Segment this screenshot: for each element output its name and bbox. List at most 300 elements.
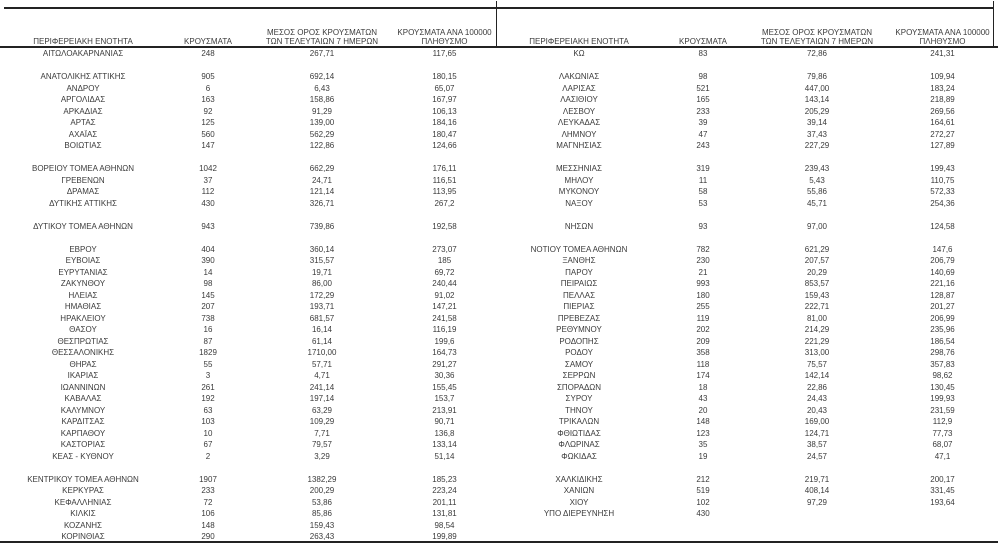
per100k-cell: 77,73 (932, 428, 953, 438)
cases-cell: 16 (203, 325, 213, 334)
avg7-cell: 158,86 (309, 95, 335, 104)
region-cell: ΝΟΤΙΟΥ ΤΟΜΕΑ ΑΘΗΝΩΝ (530, 244, 628, 254)
cases-cell: 290 (201, 532, 215, 541)
table-row (2, 370, 497, 382)
avg7-cell: 221,29 (804, 336, 830, 346)
avg7-cell: 53,86 (311, 497, 333, 507)
region-cell: ΝΑΞΟΥ (565, 198, 593, 208)
table-row (2, 405, 497, 417)
region-cell: ΚΑΡΔΙΤΣΑΣ (61, 417, 105, 426)
per100k-cell: 128,87 (930, 290, 955, 300)
region-cell (2, 462, 164, 474)
cases-cell: 112 (201, 187, 215, 196)
per100k-cell: 127,89 (930, 141, 955, 150)
cases-cell: 430 (201, 198, 215, 208)
avg7-cell: 124,71 (804, 428, 830, 438)
cases-cell: 43 (698, 394, 708, 403)
avg7-cell (252, 209, 392, 221)
avg7-cell: 55,86 (806, 187, 828, 196)
table-row (499, 313, 998, 325)
col-header-region (499, 7, 659, 48)
table-row (2, 163, 497, 175)
cases-cell: 58 (698, 187, 708, 196)
avg7-cell: 79,86 (806, 72, 828, 81)
avg7-cell: 1382,29 (307, 474, 337, 484)
cases-cell: 560 (201, 129, 215, 139)
table-row (2, 83, 497, 95)
table-row (499, 508, 998, 520)
cases-cell: 255 (696, 302, 710, 311)
per100k-cell: 241,58 (432, 313, 457, 323)
cases-cell: 993 (696, 279, 710, 288)
region-cell: ΧΑΛΚΙΔΙΚΗΣ (555, 474, 603, 484)
cases-cell: 63 (203, 405, 213, 415)
per100k-cell (887, 520, 998, 532)
region-cell: ΘΑΣΟΥ (69, 325, 97, 334)
region-cell: ΕΥΒΟΙΑΣ (65, 256, 101, 265)
region-cell: ΑΙΤΩΛΟΑΚΑΡΝΑΝΙΑΣ (42, 49, 124, 58)
cases-cell: 519 (696, 486, 710, 495)
avg7-cell: 72,86 (806, 49, 828, 58)
cases-cell: 248 (201, 49, 215, 58)
per100k-cell: 133,14 (432, 440, 457, 449)
avg7-cell: 97,29 (806, 497, 828, 507)
cases-cell: 14 (203, 267, 213, 277)
col-header-per100k (887, 7, 998, 48)
region-cell: ΚΙΛΚΙΣ (70, 509, 96, 518)
table-row (499, 393, 998, 405)
cases-cell: 192 (201, 394, 215, 403)
cases-cell: 19 (698, 451, 708, 461)
avg7-cell: 75,57 (806, 359, 828, 369)
per100k-cell: 185,23 (432, 474, 457, 484)
avg7-cell: 193,71 (309, 302, 335, 311)
per100k-cell: 180,47 (432, 129, 457, 139)
per100k-cell (887, 462, 998, 474)
cases-cell (659, 462, 747, 474)
region-cell: ΛΑΣΙΘΙΟΥ (560, 95, 598, 104)
per100k-cell: 231,59 (930, 405, 955, 415)
cases-cell: 67 (203, 440, 213, 449)
avg7-cell: 219,71 (804, 474, 830, 484)
per100k-cell: 183,24 (930, 83, 955, 93)
avg7-cell: 63,29 (311, 405, 333, 415)
avg7-cell: 159,43 (804, 290, 830, 300)
per100k-cell (392, 152, 497, 164)
avg7-cell: 16,14 (311, 325, 333, 334)
table-row (499, 324, 998, 336)
region-cell: ΔΥΤΙΚΗΣ ΑΤΤΙΚΗΣ (49, 198, 117, 208)
region-cell (2, 152, 164, 164)
table-row (2, 140, 497, 152)
cases-cell: 233 (201, 486, 215, 495)
avg7-cell: 169,00 (804, 417, 830, 426)
avg7-cell: 38,57 (806, 440, 828, 449)
avg7-cell: 61,14 (311, 336, 333, 346)
cases-cell: 2 (205, 451, 211, 461)
cases-cell: 98 (698, 72, 708, 81)
avg7-cell: 20,43 (806, 405, 828, 415)
per100k-cell: 98,54 (434, 520, 455, 530)
table-row (499, 83, 998, 95)
avg7-cell: 81,00 (806, 313, 828, 323)
table-row (2, 359, 497, 371)
cases-cell: 55 (203, 359, 213, 369)
table-row (499, 106, 998, 118)
per100k-cell: 51,14 (434, 451, 455, 461)
table-row (499, 405, 998, 417)
table-row (499, 428, 998, 440)
region-cell: ΚΑΛΥΜΝΟΥ (60, 405, 106, 415)
avg7-cell: 20,29 (806, 267, 828, 277)
region-cell: ΜΕΣΣΗΝΙΑΣ (556, 164, 602, 173)
region-cell: ΛΑΡΙΣΑΣ (562, 83, 596, 93)
blank-row (499, 152, 998, 164)
per100k-cell: 117,65 (432, 49, 457, 58)
table-row (499, 301, 998, 313)
cases-cell: 209 (696, 336, 710, 346)
avg7-cell: 4,71 (314, 371, 330, 380)
per100k-cell (887, 152, 998, 164)
per100k-cell: 223,24 (432, 486, 457, 495)
region-cell: ΚΕΡΚΥΡΑΣ (62, 486, 104, 495)
table-row (499, 290, 998, 302)
avg7-cell: 79,57 (311, 440, 333, 449)
per100k-cell: 116,51 (432, 175, 457, 185)
blank-row (2, 60, 497, 72)
region-cell: ΦΛΩΡΙΝΑΣ (558, 440, 600, 449)
per100k-cell: 357,83 (930, 359, 955, 369)
avg7-cell (747, 508, 887, 520)
cases-cell (164, 462, 252, 474)
col-header-avg7-label-line1: ΜΕΣΟΣ ΟΡΟΣ ΚΡΟΥΣΜΑΤΩΝ (761, 28, 873, 37)
avg7-cell: 239,43 (804, 164, 830, 173)
table-row (499, 267, 998, 279)
avg7-cell: 205,29 (804, 106, 830, 116)
table-row (2, 129, 497, 141)
region-cell: ΠΑΡΟΥ (565, 267, 593, 277)
cases-cell (659, 209, 747, 221)
table-row (2, 313, 497, 325)
per100k-cell: 331,45 (930, 486, 955, 495)
avg7-cell: 1710,00 (307, 348, 337, 357)
col-header-avg7-label-line2: ΤΩΝ ΤΕΛΕΥΤΑΙΩΝ 7 ΗΜΕΡΩΝ (265, 37, 379, 46)
per100k-cell: 136,8 (434, 428, 455, 438)
header-underline (0, 46, 998, 48)
table-body-left (2, 48, 497, 543)
per100k-cell: 213,91 (432, 405, 457, 415)
avg7-cell: 142,14 (804, 371, 830, 380)
per100k-cell: 124,58 (930, 221, 955, 231)
cases-cell: 103 (201, 417, 215, 426)
table-row (2, 428, 497, 440)
cases-cell: 430 (696, 509, 710, 518)
per100k-cell (392, 209, 497, 221)
cases-cell: 6 (205, 83, 211, 93)
region-cell: ΑΧΑΪΑΣ (68, 129, 98, 139)
per100k-cell: 272,27 (930, 129, 955, 139)
table-row (2, 336, 497, 348)
per100k-cell (887, 60, 998, 72)
per100k-cell: 69,72 (434, 267, 455, 277)
avg7-cell: 86,00 (311, 279, 333, 288)
per100k-cell (392, 462, 497, 474)
table-row (2, 393, 497, 405)
region-cell: ΕΒΡΟΥ (69, 244, 97, 254)
avg7-cell: 5,43 (809, 175, 825, 185)
cases-cell: 180 (696, 290, 710, 300)
per100k-cell: 199,89 (432, 532, 457, 541)
col-header-region (2, 7, 164, 48)
cases-cell: 230 (696, 256, 710, 265)
per100k-cell: 131,81 (432, 509, 457, 518)
region-cell: ΗΜΑΘΙΑΣ (64, 302, 102, 311)
per100k-cell: 90,71 (434, 417, 455, 426)
avg7-cell: 7,71 (314, 428, 330, 438)
avg7-cell (252, 232, 392, 244)
cases-cell: 3 (205, 371, 211, 380)
region-cell (499, 232, 659, 244)
per100k-cell: 116,19 (432, 325, 457, 334)
avg7-cell: 143,14 (804, 95, 830, 104)
regional-cases-table-right (499, 7, 998, 543)
cases-cell: 233 (696, 106, 710, 116)
table-row (2, 416, 497, 428)
cases-cell (164, 152, 252, 164)
avg7-cell: 85,86 (311, 509, 333, 518)
region-cell: ΒΟΡΕΙΟΥ ΤΟΜΕΑ ΑΘΗΝΩΝ (31, 164, 135, 173)
avg7-cell: 263,43 (309, 532, 335, 541)
avg7-cell: 227,29 (804, 141, 830, 150)
per100k-cell: 218,89 (930, 95, 955, 104)
cases-cell: 18 (698, 382, 708, 392)
region-cell: ΚΑΒΑΛΑΣ (64, 394, 102, 403)
per100k-cell (887, 209, 998, 221)
region-cell: ΚΩ (573, 49, 585, 58)
cases-cell (659, 152, 747, 164)
avg7-cell: 562,29 (309, 129, 335, 139)
region-cell: ΛΑΚΩΝΙΑΣ (558, 72, 600, 81)
cases-cell: 212 (696, 474, 710, 484)
region-cell: ΚΟΖΑΝΗΣ (63, 520, 103, 530)
per100k-cell: 235,96 (930, 325, 955, 334)
cases-cell: 118 (696, 359, 710, 369)
per100k-cell: 164,61 (930, 118, 955, 127)
per100k-cell (392, 232, 497, 244)
region-cell: ΒΟΙΩΤΙΑΣ (64, 141, 102, 150)
per100k-cell: 186,54 (930, 336, 955, 346)
cases-cell: 20 (698, 405, 708, 415)
per100k-cell: 68,07 (932, 440, 953, 449)
per100k-cell: 124,66 (432, 141, 457, 150)
avg7-cell: 853,57 (804, 279, 830, 288)
cases-cell: 119 (696, 313, 710, 323)
per100k-cell: 65,07 (434, 83, 455, 93)
per100k-cell (887, 508, 998, 520)
col-header-per100k-label-line1: ΚΡΟΥΣΜΑΤΑ ΑΝΑ 100000 (397, 28, 492, 37)
table-row (499, 163, 998, 175)
avg7-cell: 447,00 (804, 83, 830, 93)
avg7-cell: 139,00 (309, 118, 335, 127)
region-cell: ΚΕΦΑΛΛΗΝΙΑΣ (54, 497, 112, 507)
region-cell: ΘΕΣΠΡΩΤΙΑΣ (57, 336, 109, 346)
region-cell (499, 209, 659, 221)
cases-cell: 943 (201, 221, 215, 231)
per100k-cell: 110,75 (930, 175, 955, 185)
table-row (499, 244, 998, 256)
per100k-cell: 147,21 (432, 302, 457, 311)
region-cell: ΗΡΑΚΛΕΙΟΥ (60, 313, 106, 323)
region-cell: ΚΕΑΣ - ΚΥΘΝΟΥ (52, 451, 114, 461)
per100k-cell: 98,62 (932, 371, 953, 380)
region-cell: ΛΗΜΝΟΥ (561, 129, 597, 139)
table-row (2, 48, 497, 60)
header-row (499, 7, 998, 48)
cases-cell: 202 (696, 325, 710, 334)
table-row (2, 497, 497, 509)
region-cell: ΕΥΡΥΤΑΝΙΑΣ (58, 267, 108, 277)
cases-cell: 93 (698, 221, 708, 231)
region-cell: ΖΑΚΥΝΘΟΥ (60, 279, 106, 288)
regional-cases-table-left (2, 7, 497, 543)
table-row (499, 198, 998, 210)
avg7-cell: 22,86 (806, 382, 828, 392)
avg7-cell: 122,86 (309, 141, 335, 150)
per100k-cell: 572,33 (930, 187, 955, 196)
table-row (2, 508, 497, 520)
per100k-cell: 221,16 (930, 279, 955, 288)
bottom-border-line (0, 541, 998, 543)
table-row (2, 106, 497, 118)
region-cell: ΞΑΝΘΗΣ (562, 256, 596, 265)
per100k-cell: 199,6 (434, 336, 455, 346)
per100k-cell: 113,95 (432, 187, 457, 196)
region-cell (499, 152, 659, 164)
cases-cell: 92 (203, 106, 213, 116)
avg7-cell: 19,71 (311, 267, 333, 277)
per100k-cell: 201,11 (432, 497, 457, 507)
per100k-cell: 130,45 (930, 382, 955, 392)
per100k-cell: 206,79 (930, 256, 955, 265)
avg7-cell (252, 60, 392, 72)
avg7-cell (747, 152, 887, 164)
avg7-cell: 681,57 (309, 313, 335, 323)
avg7-cell (252, 152, 392, 164)
region-cell: ΜΗΛΟΥ (564, 175, 594, 185)
per100k-cell (887, 232, 998, 244)
region-cell (499, 462, 659, 474)
per100k-cell: 269,56 (930, 106, 955, 116)
table-row (499, 175, 998, 187)
table-row (499, 278, 998, 290)
avg7-cell: 91,29 (311, 106, 333, 116)
per100k-cell: 240,44 (432, 279, 457, 288)
region-cell: ΤΗΝΟΥ (565, 405, 593, 415)
cases-cell: 243 (696, 141, 710, 150)
region-cell (2, 232, 164, 244)
cases-cell: 83 (698, 49, 708, 58)
avg7-cell: 39,14 (806, 118, 828, 127)
per100k-cell: 91,02 (434, 290, 455, 300)
table-row (499, 451, 998, 463)
table-row (2, 324, 497, 336)
region-cell: ΡΕΘΥΜΝΟΥ (556, 325, 602, 334)
header-row (2, 7, 497, 48)
per100k-cell: 241,31 (930, 49, 955, 58)
cases-cell: 163 (201, 95, 215, 104)
table-row (499, 48, 998, 60)
avg7-cell: 97,00 (806, 221, 828, 231)
region-cell: ΠΕΙΡΑΙΩΣ (560, 279, 598, 288)
region-cell: ΚΕΝΤΡΙΚΟΥ ΤΟΜΕΑ ΑΘΗΝΩΝ (27, 474, 139, 484)
per100k-cell: 298,76 (930, 348, 955, 357)
avg7-cell: 24,57 (806, 451, 828, 461)
per100k-cell: 180,15 (432, 72, 457, 81)
table-row (499, 94, 998, 106)
avg7-cell: 207,57 (804, 256, 830, 265)
table-row (2, 474, 497, 486)
region-cell: ΔΥΤΙΚΟΥ ΤΟΜΕΑ ΑΘΗΝΩΝ (33, 221, 133, 231)
avg7-cell: 621,29 (804, 244, 830, 254)
table-row (2, 278, 497, 290)
col-header-per100k (392, 7, 497, 48)
region-cell: ΡΟΔΟΥ (565, 348, 593, 357)
table-row (2, 198, 497, 210)
table-row (499, 497, 998, 509)
table-row (499, 359, 998, 371)
avg7-cell: 159,43 (309, 520, 335, 530)
avg7-cell: 360,14 (309, 244, 335, 254)
avg7-cell: 6,43 (314, 83, 330, 93)
region-cell: ΦΘΙΩΤΙΔΑΣ (557, 428, 601, 438)
cases-cell: 37 (203, 175, 213, 185)
per100k-cell: 147,6 (932, 244, 953, 254)
cases-cell: 106 (201, 509, 215, 518)
col-header-region-label: ΠΕΡΙΦΕΡΕΙΑΚΗ ΕΝΟΤΗΤΑ (33, 37, 133, 46)
cases-cell: 147 (201, 141, 215, 150)
avg7-cell: 109,29 (309, 417, 335, 426)
region-cell: ΝΗΣΩΝ (564, 221, 594, 231)
avg7-cell: 662,29 (309, 164, 335, 173)
per100k-cell: 176,11 (432, 164, 457, 173)
avg7-cell (747, 520, 887, 532)
blank-row (2, 209, 497, 221)
table-row (499, 370, 998, 382)
region-cell (499, 520, 659, 532)
cases-cell: 10 (203, 428, 213, 438)
avg7-cell: 408,14 (804, 486, 830, 495)
per100k-cell: 291,27 (432, 359, 457, 369)
per100k-cell: 47,1 (934, 451, 951, 461)
avg7-cell: 313,00 (804, 348, 830, 357)
per100k-cell: 106,13 (432, 106, 457, 116)
table-row (2, 347, 497, 359)
cases-cell: 261 (201, 382, 215, 392)
region-cell: ΠΙΕΡΙΑΣ (563, 302, 595, 311)
col-header-avg7 (747, 7, 887, 48)
region-cell: ΙΩΑΝΝΙΝΩΝ (60, 382, 106, 392)
region-cell: ΑΝΔΡΟΥ (66, 83, 100, 93)
table-row (2, 117, 497, 129)
avg7-cell (747, 462, 887, 474)
region-cell: ΛΕΣΒΟΥ (562, 106, 596, 116)
avg7-cell: 267,71 (309, 49, 335, 58)
region-cell (499, 60, 659, 72)
per100k-cell: 185 (437, 256, 452, 265)
cases-cell: 123 (696, 428, 710, 438)
region-cell: ΚΑΣΤΟΡΙΑΣ (60, 440, 106, 449)
per100k-cell: 164,73 (432, 348, 457, 357)
